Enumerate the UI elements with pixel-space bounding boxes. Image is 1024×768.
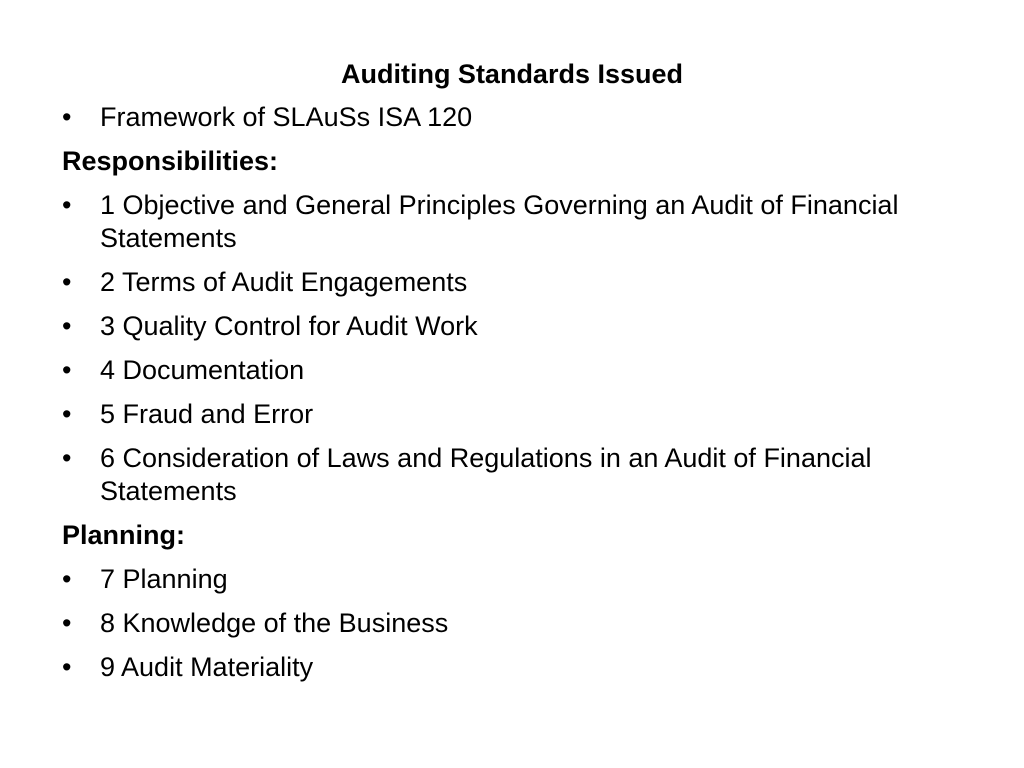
bullet-icon: •	[62, 102, 72, 132]
list-item	[62, 266, 962, 299]
slide-content	[62, 101, 962, 695]
list-item-text: 2 Terms of Audit Engagements	[100, 267, 468, 297]
bullet-icon: •	[62, 564, 72, 594]
list-item-text: 6 Consideration of Laws and Regulations in an Audit of Financial Statements	[100, 443, 872, 506]
list-item-text: 5 Fraud and Error	[100, 399, 314, 429]
list-item-text: 7 Planning	[100, 564, 228, 594]
bullet-icon: •	[62, 652, 72, 682]
list-item	[62, 354, 962, 387]
list-item	[62, 310, 962, 343]
section-heading-planning: Planning:	[62, 520, 185, 550]
list-item	[62, 563, 962, 596]
responsibilities-list	[62, 189, 962, 508]
bullet-icon: •	[62, 311, 72, 341]
intro-list	[62, 101, 962, 134]
list-item	[62, 442, 962, 508]
list-item-text: 4 Documentation	[100, 355, 305, 385]
bullet-icon: •	[62, 399, 72, 429]
slide-title: Auditing Standards Issued	[340, 59, 684, 89]
list-item	[62, 398, 962, 431]
bullet-icon: •	[62, 608, 72, 638]
list-item-text: 8 Knowledge of the Business	[100, 608, 449, 638]
list-item-text: 3 Quality Control for Audit Work	[100, 311, 478, 341]
bullet-icon: •	[62, 190, 72, 220]
section-heading-responsibilities: Responsibilities:	[62, 146, 279, 176]
list-item-text: 9 Audit Materiality	[100, 652, 314, 682]
list-item	[62, 651, 962, 684]
list-item	[62, 189, 962, 255]
list-item-text: 1 Objective and General Principles Governing an Audit of Financial Statements	[100, 190, 899, 253]
bullet-icon: •	[62, 267, 72, 297]
list-item	[62, 607, 962, 640]
list-item-text: Framework of SLAuSs ISA 120	[100, 102, 473, 132]
planning-list	[62, 563, 962, 684]
list-item	[62, 101, 962, 134]
bullet-icon: •	[62, 443, 72, 473]
bullet-icon: •	[62, 355, 72, 385]
